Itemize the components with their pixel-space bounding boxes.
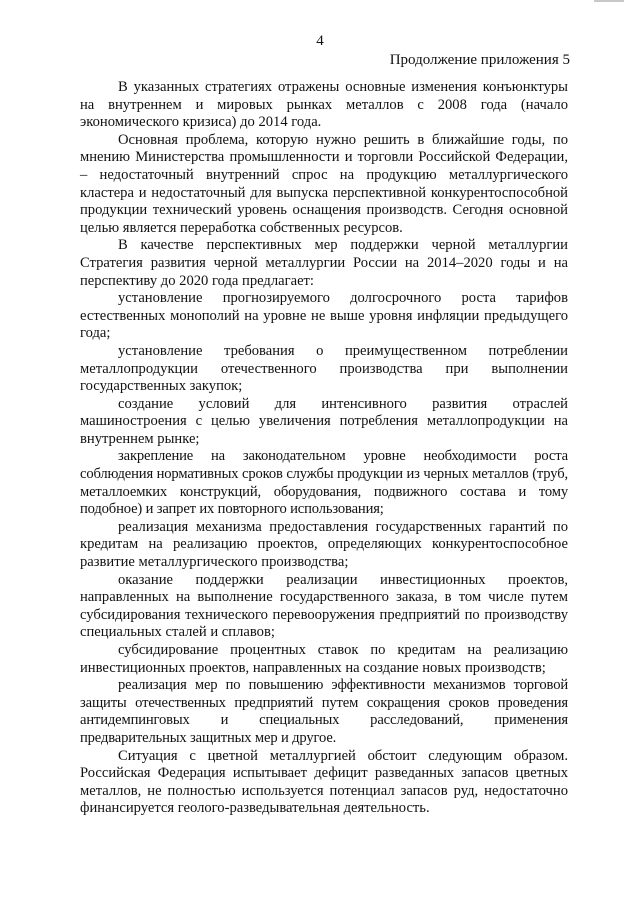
paragraph-strategies-summary: В указанных стратегиях отражены основные изменения конъюнктуры на внутреннем и мировых рынках металлов с 2008 года (начало экономического кризиса) до 2014 года.	[80, 79, 568, 131]
list-item-domestic-preference: установление требования о преимущественном потреблении металлопродукции отечественного производства при выполнении государственных закупок;	[80, 342, 568, 395]
list-item-interest-subsidies: субсидирование процентных ставок по кредитам на реализацию инвестиционных проектов, направленных на создание новых производств;	[80, 642, 568, 676]
paragraph-main-problem: Основная проблема, которую нужно решить в ближайшие годы, по мнению Министерства промышленности и торговли Российской Федерации, – недостаточный внутренний спрос на продукцию металлургического кластера и недостаточный для выпуска перспективной конкурентоспособной продукции технический уровень оснащения производств. Сегодня основной целью является переработка собственных ресурсов.	[80, 131, 568, 236]
paragraph-non-ferrous-situation: Ситуация с цветной металлургией обстоит следующим образом. Российская Федерация испытывает дефицит разведанных запасов цветных металлов, не полностью используется потенциал запасов руд, недостаточно финансируется геолого-разведывательная деятельность.	[80, 747, 568, 817]
paragraph-support-measures-intro: В качестве перспективных мер поддержки черной металлургии Стратегия развития черной металлургии России на 2014–2020 годы и на перспективу до 2020 года предлагает:	[80, 237, 568, 289]
body-text	[80, 79, 568, 818]
list-item-state-guarantees: реализация механизма предоставления государственных гарантий по кредитам на реализацию проектов, определяющих конкурентоспособное развитие металлургического производства;	[80, 518, 568, 571]
page-number: 4	[316, 33, 324, 49]
list-item-trade-protection: реализация мер по повышению эффективности механизмов торговой защиты отечественных предприятий путем сокращения сроков проведения антидемпинговых и специальных расследований, применения предварительных защитных мер и другое.	[80, 677, 568, 746]
list-item-machine-building: создание условий для интенсивного развития отраслей машиностроения с целью увеличения потребления металлопродукции на внутреннем рынке;	[80, 395, 568, 447]
appendix-continuation-note: Продолжение приложения 5	[389, 52, 570, 68]
list-item-investment-support: оказание поддержки реализации инвестиционных проектов, направленных на выполнение государственного заказа, в том числе путем субсидирования технического перевооружения предприятий по производству специальных сталей и сплавов;	[80, 571, 568, 641]
list-item-service-life-standards: закрепление на законодательном уровне необходимости роста соблюдения нормативных сроков службы продукции из черных металлов (труб, металлоемких конструкций, оборудования, подвижного состава и тому подобное) и запрет их повторного использования;	[80, 448, 568, 518]
list-item-tariff-growth: установление прогнозируемого долгосрочного роста тарифов естественных монополий на уровне не выше уровня инфляции предыдущего года;	[80, 290, 568, 342]
page-edge-mark	[594, 0, 624, 2]
